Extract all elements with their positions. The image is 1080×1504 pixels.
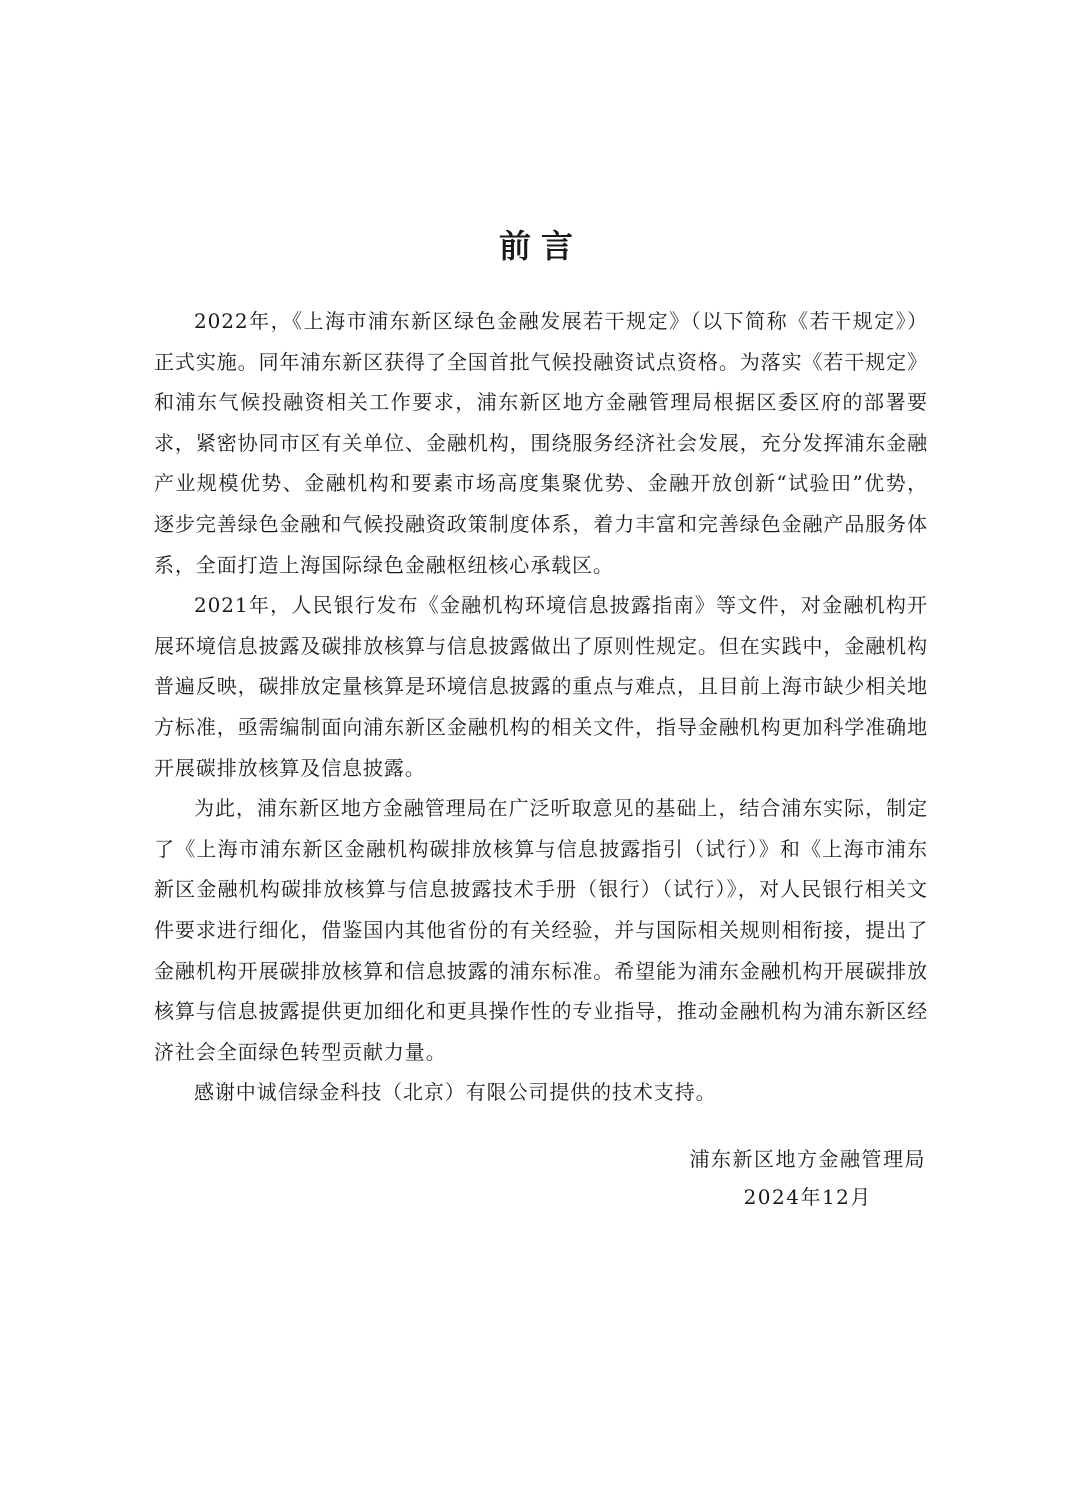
signature-block bbox=[690, 1140, 927, 1216]
page-title: 前言 bbox=[498, 227, 583, 265]
signature-date: 2024年12月 bbox=[743, 1185, 872, 1209]
paragraph-3: 为此，浦东新区地方金融管理局在广泛听取意见的基础上，结合浦东实际，制定了《上海市浦东新区金融机构碳排放核算与信息披露指引（试行）》和《上海市浦东新区金融机构碳排放核算与信息披露技术手册（银行）（试行）》，对人民银行相关文件要求进行细化，借鉴国内其他省份的有关经验，并与国际相关规则相衔接，提出了金融机构开展碳排放核算和信息披露的浦东标准。希望能为浦东金融机构开展碳排放核算与信息披露提供更加细化和更具操作性的专业指导，推动金融机构为浦东新区经济社会全面绿色转型贡献力量。 bbox=[154, 796, 928, 1064]
paragraph-2: 2021年，人民银行发布《金融机构环境信息披露指南》等文件，对金融机构开展环境信息披露及碳排放核算与信息披露做出了原则性规定。但在实践中，金融机构普遍反映，碳排放定量核算是环境信息披露的重点与难点，且目前上海市缺少相关地方标准，亟需编制面向浦东新区金融机构的相关文件，指导金融机构更加科学准确地开展碳排放核算及信息披露。 bbox=[154, 593, 928, 780]
paragraph-4: 感谢中诚信绿金科技（北京）有限公司提供的技术支持。 bbox=[194, 1080, 717, 1105]
preface-body bbox=[154, 301, 928, 1113]
document-page bbox=[154, 0, 928, 1504]
signature-organization: 浦东新区地方金融管理局 bbox=[689, 1147, 926, 1171]
paragraph-1: 2022年，《上海市浦东新区绿色金融发展若干规定》（以下简称《若干规定》）正式实施。同年浦东新区获得了全国首批气候投融资试点资格。为落实《若干规定》和浦东气候投融资相关工作要求，浦东新区地方金融管理局根据区委区府的部署要求，紧密协同市区有关单位、金融机构，围绕服务经济社会发展，充分发挥浦东金融产业规模优势、金融机构和要素市场高度集聚优势、金融开放创新“试验田”优势，逐步完善绿色金融和气候投融资政策制度体系，着力丰富和完善绿色金融产品服务体系，全面打造上海国际绿色金融枢纽核心承载区。 bbox=[154, 309, 928, 577]
